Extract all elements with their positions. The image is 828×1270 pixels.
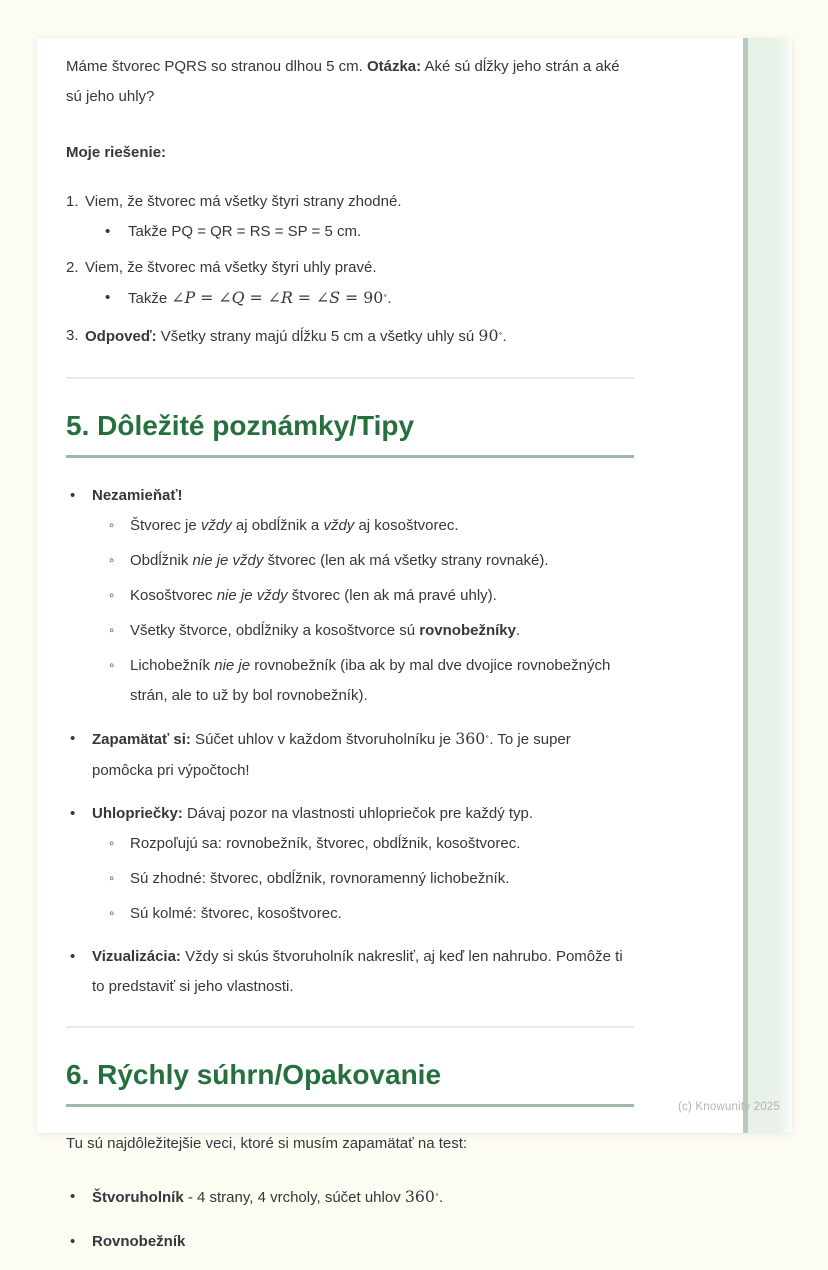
- tip-subitem: ◦ Kosoštvorec nie je vždy štvorec (len ak má pravé uhly).: [130, 581, 634, 611]
- tip-item-zapamatat: [66, 724, 634, 786]
- step-text: Odpoveď: Všetky strany majú dĺžku 5 cm a všetky uhly sú 90∘.: [85, 326, 507, 345]
- page-edge-bar: [743, 38, 792, 1133]
- tip-text: • Nezamieňať!: [66, 481, 634, 511]
- summary-text: • Štvoruholník - 4 strany, 4 vrcholy, súčet uhlov 360∘.: [66, 1182, 634, 1214]
- tip-text: • Zapamätať si: Súčet uhlov v každom štvoruholníku je 360∘. To je super pomôcka pri výpočtoch!: [66, 724, 634, 786]
- section-divider: [66, 1026, 634, 1028]
- step-substeps: [66, 283, 634, 315]
- summary-intro: Tu sú najdôležitejšie veci, ktoré si musím zapamätať na test:: [66, 1135, 468, 1152]
- tip-subitems: [66, 511, 634, 711]
- tip-subitem: ◦ Sú zhodné: štvorec, obdĺžnik, rovnoramenný lichobežník.: [130, 864, 634, 894]
- tip-subitem: ◦ Sú kolmé: štvorec, kosoštvorec.: [130, 899, 634, 929]
- solution-step-1: [66, 187, 634, 247]
- tip-subitem: ◦ Všetky štvorce, obdĺžniky a kosoštvorce sú rovnobežníky.: [130, 616, 634, 646]
- problem-statement: Máme štvorec PQRS so stranou dlhou 5 cm. Otázka: Aké sú dĺžky jeho strán a aké sú jeho uhly?: [66, 58, 620, 105]
- document-content: [66, 38, 634, 1270]
- section-6-heading: 6. Rýchly súhrn/Opakovanie: [66, 1056, 634, 1107]
- tip-subitem: ◦ Obdĺžnik nie je vždy štvorec (len ak má všetky strany rovnaké).: [130, 546, 634, 576]
- solution-step-3: [66, 321, 634, 353]
- tip-text: • Uhlopriečky: Dávaj pozor na vlastnosti uhlopriečok pre každý typ.: [66, 799, 634, 829]
- step-text: Viem, že štvorec má všetky štyri strany zhodné.: [85, 193, 402, 210]
- solution-label: Moje riešenie:: [66, 144, 167, 161]
- tip-subitem: ◦ Rozpoľujú sa: rovnobežník, štvorec, obdĺžnik, kosoštvorec.: [130, 829, 634, 859]
- tip-subitems: [66, 829, 634, 929]
- section-divider: [66, 377, 634, 379]
- summary-item-stvoruholnik: [66, 1182, 634, 1214]
- step-substep: • Takže PQ = QR = RS = SP = 5 cm.: [128, 217, 634, 247]
- tip-item-uhlopriecky: [66, 799, 634, 929]
- summary-text: • Rovnobežník: [66, 1227, 634, 1257]
- tip-subitem: ◦ Štvorec je vždy aj obdĺžnik a vždy aj kosoštvorec.: [130, 511, 634, 541]
- tip-item-vizualizacia: [66, 942, 634, 1002]
- document-page: [37, 38, 792, 1250]
- summary-item-rovnobeznik: [66, 1227, 634, 1257]
- step-text: Viem, že štvorec má všetky štyri uhly pravé.: [85, 259, 377, 276]
- summary-list: [66, 1182, 634, 1257]
- section-5-heading: 5. Dôležité poznámky/Tipy: [66, 407, 634, 458]
- tip-text: • Vizualizácia: Vždy si skús štvoruholník nakresliť, aj keď len nahrubo. Pomôže ti to predstaviť si jeho vlastnosti.: [66, 942, 634, 1002]
- step-substeps: [66, 217, 634, 247]
- copyright-watermark: (c) Knowunity 2025: [677, 1101, 780, 1113]
- solution-step-2: [66, 253, 634, 315]
- solution-steps-list: [66, 187, 634, 353]
- step-substep: • Takže ∠P = ∠Q = ∠R = ∠S = 90∘.: [128, 283, 634, 315]
- tip-item-nezamienat: [66, 481, 634, 711]
- tips-list: [66, 481, 634, 1002]
- tip-subitem: ◦ Lichobežník nie je rovnobežník (iba ak by mal dve dvojice rovnobežných strán, ale to už by bol rovnobežník).: [130, 651, 634, 711]
